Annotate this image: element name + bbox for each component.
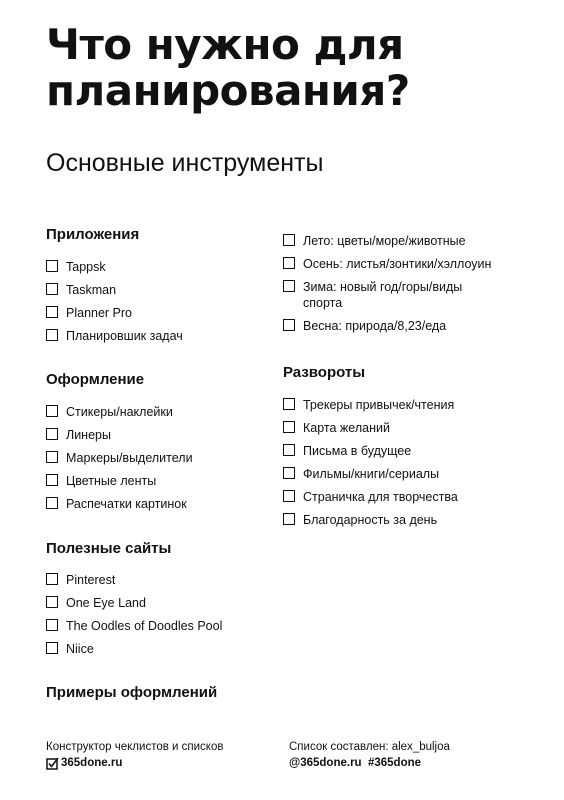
- checkbox[interactable]: [46, 260, 58, 272]
- item-label: Линеры: [66, 428, 111, 442]
- checklist-item: [283, 420, 533, 436]
- item-label: Taskman: [66, 283, 117, 297]
- section-heading-examples: Примеры оформлений: [46, 684, 218, 701]
- page-subtitle: Основные инструменты: [46, 149, 324, 177]
- checklist-spreads: [283, 397, 533, 535]
- checkbox[interactable]: [283, 257, 295, 269]
- item-label: One Eye Land: [66, 596, 146, 610]
- footer-left: [46, 739, 223, 771]
- checklist-item: [46, 450, 193, 466]
- checklist-item: [46, 572, 222, 588]
- checklist-item: [46, 595, 222, 611]
- item-label: Зима: новый год/горы/виды спорта: [303, 280, 463, 310]
- section-heading-apps: Приложения: [46, 226, 140, 243]
- item-label: Распечатки картинок: [66, 497, 187, 511]
- checkbox[interactable]: [46, 474, 58, 486]
- page-title: Что нужно для планирования?: [46, 20, 410, 115]
- checklist-item: [46, 473, 193, 489]
- item-label: Письма в будущее: [303, 444, 412, 458]
- item-label: Планировшик задач: [66, 329, 183, 343]
- checklist-item: [283, 512, 533, 528]
- checkbox[interactable]: [46, 405, 58, 417]
- checkbox[interactable]: [283, 444, 295, 456]
- checkbox[interactable]: [283, 467, 295, 479]
- checklist-apps: [46, 259, 183, 351]
- item-label: Pinterest: [66, 573, 116, 587]
- checkbox-checked-icon: [46, 757, 59, 770]
- checkbox[interactable]: [46, 306, 58, 318]
- checklist-item: [46, 259, 183, 275]
- item-label: Осень: листья/зонтики/хэллоуин: [303, 257, 492, 271]
- checkbox[interactable]: [46, 573, 58, 585]
- checkbox[interactable]: [46, 428, 58, 440]
- footer-right: [289, 739, 450, 771]
- checkbox[interactable]: [283, 490, 295, 502]
- checklist-item: [283, 256, 533, 272]
- item-label: Стикеры/наклейки: [66, 405, 173, 419]
- section-heading-design: Оформление: [46, 371, 145, 388]
- checkbox[interactable]: [283, 234, 295, 246]
- checklist-item: [46, 282, 183, 298]
- checklist-design: [46, 404, 193, 519]
- checkbox[interactable]: [283, 319, 295, 331]
- footer-site: [46, 755, 223, 771]
- checklist-item: [283, 233, 533, 249]
- checklist-item: [46, 427, 193, 443]
- item-label: Цветные ленты: [66, 474, 157, 488]
- checklist-item: [283, 397, 533, 413]
- item-label: Лето: цветы/море/животные: [303, 234, 466, 248]
- checklist-item: [283, 318, 533, 334]
- site-link[interactable]: 365done.ru: [61, 757, 123, 769]
- checklist-item: [46, 641, 222, 657]
- checkbox[interactable]: [283, 513, 295, 525]
- checklist-item: [283, 443, 533, 459]
- checkbox[interactable]: [46, 497, 58, 509]
- item-label: Трекеры привычек/чтения: [303, 398, 455, 412]
- checklist-item: [46, 328, 183, 344]
- item-label: Фильмы/книги/сериалы: [303, 467, 440, 481]
- checklist-item: [46, 496, 193, 512]
- checkbox[interactable]: [46, 642, 58, 654]
- item-label: Весна: природа/8,23/еда: [303, 319, 447, 333]
- checklist-item: [283, 279, 533, 311]
- checklist-examples: [283, 233, 533, 341]
- item-label: Страничка для творчества: [303, 490, 458, 504]
- checklist-item: [46, 404, 193, 420]
- footer-author-text: Список составлен: alex_buljoa: [289, 741, 450, 753]
- footer-constructor-text: Конструктор чеклистов и списков: [46, 741, 224, 753]
- checklist-item: [283, 466, 533, 482]
- checkbox[interactable]: [283, 398, 295, 410]
- checkbox[interactable]: [283, 421, 295, 433]
- checkbox[interactable]: [46, 283, 58, 295]
- item-label: The Oodles of Doodles Pool: [66, 619, 223, 633]
- checkbox[interactable]: [283, 280, 295, 292]
- item-label: Карта желаний: [303, 421, 390, 435]
- item-label: Благодарность за день: [303, 513, 438, 527]
- checkbox[interactable]: [46, 596, 58, 608]
- checklist-sites: [46, 572, 222, 664]
- checklist-item: [46, 618, 222, 634]
- section-heading-sites: Полезные сайты: [46, 540, 172, 557]
- checklist-item: [46, 305, 183, 321]
- checkbox[interactable]: [46, 329, 58, 341]
- checkbox[interactable]: [46, 451, 58, 463]
- item-label: Niice: [66, 642, 94, 656]
- item-label: Tappsk: [66, 260, 106, 274]
- checklist-item: [283, 489, 533, 505]
- section-heading-spreads: Развороты: [283, 364, 366, 381]
- footer-hashtags[interactable]: @365done.ru #365done: [289, 757, 422, 769]
- item-label: Planner Pro: [66, 306, 133, 320]
- item-label: Маркеры/выделители: [66, 451, 193, 465]
- checkbox[interactable]: [46, 619, 58, 631]
